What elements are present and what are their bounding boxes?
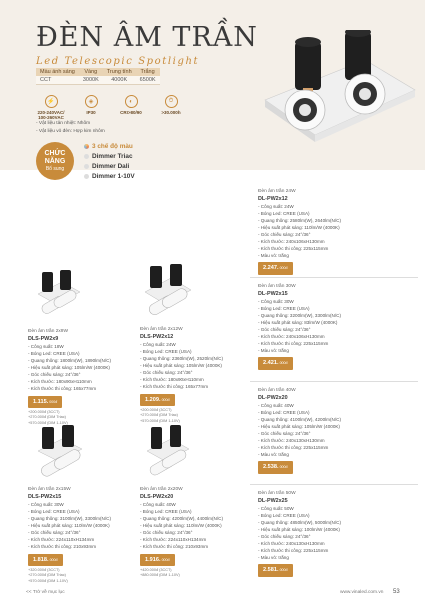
product-code: DL-PW2x12 <box>258 196 288 203</box>
spec-line: - Kích thước: 240x130xH130mm <box>258 540 325 546</box>
note-line: - Vật liệu tản nhiệt: Nhôm <box>36 121 91 126</box>
spec-line: - Bóng Led: CREE (USA) <box>258 306 310 312</box>
functions-list <box>84 142 135 182</box>
product-image-dls-pw2x12 <box>143 264 193 324</box>
divider <box>250 381 418 382</box>
spec-line: - Kích thước thi công: 210x93mm <box>28 543 97 549</box>
price-badge: 1.115.000đ <box>28 396 62 408</box>
spec-line: - Kích thước: 240x130xH130mm <box>258 437 325 443</box>
option-line: +880.000đ (DIM 1-10V) <box>140 573 180 578</box>
spec-line: - Góc chiếu sáng: 24°/36° <box>28 529 81 535</box>
note-line: - Vật liệu vỏ đèn: Hợp kim nhôm <box>36 129 105 135</box>
spec-line: - Góc chiếu sáng: 24°/36° <box>140 529 193 535</box>
product-card-dl-pw2x25 <box>258 490 341 577</box>
spec-line: - Hiệu suất phát sáng: 105lm/W (4000K) <box>258 423 340 429</box>
color-mode-icon <box>84 144 89 149</box>
price-badge: 2.421.000đ <box>258 357 293 369</box>
spec-line: - Bóng Led: CREE (USA) <box>258 211 310 217</box>
spec-line: - Kích thước thi công: 225x115mm <box>258 245 329 251</box>
spec-line: - Bóng Led: CREE (USA) <box>28 351 80 357</box>
spec-line: - Công suất: 18W <box>28 344 64 350</box>
product-image-dls-pw2x9 <box>36 270 82 322</box>
spec-line: - Công suất: 30W <box>258 299 294 305</box>
spec-line: - Quang thông: 1800lm(W), 1890lm(N/C) <box>28 358 111 364</box>
feature-cri <box>116 95 146 121</box>
spec-line: - Kích thước: 224x110xH134mm <box>28 536 95 542</box>
dimmer-icon <box>84 164 89 169</box>
table-cell: Màu ánh sáng <box>36 68 79 76</box>
table-cell: 3000K <box>79 76 103 85</box>
badge-line: NĂNG <box>44 157 66 165</box>
product-name: Đèn âm trần 2x20W <box>140 487 183 492</box>
price-badge: 2.538.000đ <box>258 461 293 473</box>
price-badge: 1.209.000đ <box>140 394 175 406</box>
spec-line: - Màu vỏ: trắng <box>258 554 289 560</box>
spec-line: - Màu vỏ: trắng <box>258 347 289 353</box>
spec-line: - Công suất: 40W <box>258 403 294 409</box>
price-badge: 2.247.000đ <box>258 262 293 274</box>
product-card-dl-pw2x12 <box>258 188 341 275</box>
feature-voltage <box>36 95 66 121</box>
option-line: +270.000đ (DIM Triac) <box>28 573 66 578</box>
spec-line: - Bóng Led: CREE (USA) <box>258 513 310 519</box>
spec-line: - Quang thông: 4850lm(W), 5000lm(N/C) <box>258 520 341 526</box>
spec-line: - Kích thước thi công: 225x115mm <box>258 340 329 346</box>
spec-line: - Quang thông: 4200lm(W), 4400lm(N/C) <box>140 516 223 522</box>
list-item: Dimmer Dali <box>84 162 135 172</box>
option-prices <box>28 568 111 585</box>
table-cell: CCT <box>36 76 79 85</box>
spec-line: - Kích thước: 240x106xH130mm <box>258 238 325 244</box>
dimmer-icon <box>84 174 89 179</box>
spec-line: - Kích thước: 240x106xH130mm <box>258 333 325 339</box>
option-line: +570.000đ (DIM 1-10V) <box>28 420 68 425</box>
lifetime-icon: ⏱ <box>165 95 178 108</box>
list-item: Dimmer Triac <box>84 152 135 162</box>
feature-label: IP30 <box>86 110 96 115</box>
price-badge: 2.581.000đ <box>258 564 293 576</box>
spec-line: - Bóng Led: CREE (USA) <box>140 349 192 355</box>
back-to-contents-link[interactable]: << Trở về mục lục <box>26 590 65 595</box>
option-line: +270.000đ (DIM Triac) <box>140 413 178 418</box>
option-line: +200.000đ (3CCT) <box>28 409 60 414</box>
spec-line: - Góc chiếu sáng: 24°/36° <box>258 326 311 332</box>
feature-ip <box>76 95 106 121</box>
option-prices <box>140 568 223 579</box>
spec-line: - Kích thước thi công: 165x77mm <box>28 385 97 391</box>
product-image-dls-pw2x20 <box>145 425 191 483</box>
table-header-row <box>36 68 160 76</box>
spec-line: - Hiệu suất phát sáng: 105lm/W (4000K) <box>140 362 222 368</box>
spec-line: - Góc chiếu sáng: 24°/36° <box>258 231 311 237</box>
material-notes <box>36 120 105 136</box>
spec-line: - Góc chiếu sáng: 24°/36° <box>140 369 193 375</box>
spec-line: - Màu vỏ: trắng <box>258 252 289 258</box>
badge-line: CHỨC <box>44 149 66 157</box>
spec-line: - Công suất: 40W <box>140 502 176 508</box>
voltage-icon: ⚡ <box>45 95 58 108</box>
ip-icon: ◈ <box>85 95 98 108</box>
spec-line: - Hiệu suất phát sáng: 83lm/W (4000K) <box>258 319 338 325</box>
product-code: DLS-PW2x12 <box>140 334 174 341</box>
spec-line: - Công suất: 50W <box>258 506 294 512</box>
feature-label: CRI>80/90 <box>120 110 142 115</box>
spec-line: - Bóng Led: CREE (USA) <box>140 509 192 515</box>
spec-line: - Kích thước thi công: 225x115mm <box>258 547 329 553</box>
option-prices <box>28 410 111 427</box>
spec-line: - Kích thước thi công: 165x77mm <box>140 383 209 389</box>
product-card-dls-pw2x15 <box>28 486 111 584</box>
table-cell: Trung tính <box>103 68 136 76</box>
product-code: DL-PW2x15 <box>258 291 288 298</box>
color-temperature-table <box>36 68 160 85</box>
table-cell: 6500K <box>136 76 160 85</box>
spec-line: - Hiệu suất phát sáng: 110lm/W (4000K) <box>140 522 222 528</box>
hero-product-image <box>255 30 420 170</box>
dimmer-icon <box>84 154 89 159</box>
spec-line: - Góc chiếu sáng: 24°/36° <box>258 430 311 436</box>
option-line: +570.000đ (DIM 1-10V) <box>140 418 180 423</box>
spec-line: - Kích thước thi công: 225x115mm <box>258 444 329 450</box>
product-name: Đèn âm trần 24W <box>258 189 296 194</box>
product-name: Đèn âm trần 40W <box>258 388 296 393</box>
page-title: ĐÈN ÂM TRẦN <box>36 22 258 53</box>
spec-line: - Hiệu suất phát sáng: 100lm/W (4000K) <box>258 526 340 532</box>
divider <box>250 484 418 485</box>
product-card-dls-pw2x9 <box>28 328 111 426</box>
spec-line: - Quang thông: 2360lm(W), 2520lm(N/C) <box>140 356 223 362</box>
product-name: Đèn âm trần 2x9W <box>28 329 68 334</box>
page-footer <box>0 588 425 600</box>
spec-line: - Màu vỏ: trắng <box>258 451 289 457</box>
table-row <box>36 76 160 85</box>
spec-line: - Hiệu suất phát sáng: 105lm/W (4000K) <box>28 364 110 370</box>
spec-line: - Quang thông: 3200lm(W), 3300lm(N/C) <box>258 313 341 319</box>
spec-line: - Góc chiếu sáng: 24°/36° <box>258 533 311 539</box>
option-line: +320.000đ (3CCT) <box>28 567 60 572</box>
product-card-dl-pw2x15 <box>258 283 341 370</box>
list-item: Dimmer 1-10V <box>84 172 135 182</box>
spec-line: - Quang thông: 3100lm(W), 3300lm(N/C) <box>28 516 111 522</box>
badge-sub: Bổ sung <box>45 166 65 173</box>
product-name: Đèn âm trần 2x12W <box>140 327 183 332</box>
product-name: Đèn âm trần 50W <box>258 491 296 496</box>
spec-line: - Kích thước: 180x90xH110mm <box>140 376 204 382</box>
option-line: +420.000đ (3CCT) <box>140 567 172 572</box>
product-code: DLS-PW2x9 <box>28 336 59 343</box>
option-line: +200.000đ (3CCT) <box>140 407 172 412</box>
spec-line: - Công suất: 30W <box>28 502 64 508</box>
spec-line: - Hiệu suất phát sáng: 110lm/W (4000K) <box>258 224 340 230</box>
spec-line: - Công suất: 24W <box>140 342 176 348</box>
product-card-dls-pw2x12 <box>140 326 223 424</box>
spec-line: - Kích thước: 224x110xH134mm <box>140 536 207 542</box>
option-line: +570.000đ (DIM 1-10V) <box>28 578 68 583</box>
spec-line: - Công suất: 24W <box>258 204 294 210</box>
page-subtitle: Led Telescopic Spotlight <box>36 56 200 67</box>
product-code: DL-PW2x20 <box>258 395 288 402</box>
product-image-dls-pw2x15 <box>36 425 84 485</box>
spec-line: - Kích thước thi công: 210x93mm <box>140 543 209 549</box>
option-line: +270.000đ (DIM Triac) <box>28 415 66 420</box>
table-cell: Trắng <box>136 68 160 76</box>
feature-label: 220-240VAC/ 100-260VAC <box>37 110 65 121</box>
list-item: 3 chế độ màu <box>84 142 135 152</box>
product-card-dls-pw2x20 <box>140 486 223 579</box>
product-name: Đèn âm trần 2x15W <box>28 487 71 492</box>
product-name: Đèn âm trần 30W <box>258 284 296 289</box>
spec-line: - Quang thông: 4100lm(W), 4200lm(N/C) <box>258 417 341 423</box>
functions-block <box>36 142 156 192</box>
table-cell: Vàng <box>79 68 103 76</box>
spec-line: - Quang thông: 2580lm(W), 2640lm(N/C) <box>258 218 341 224</box>
spec-line: - Góc chiếu sáng: 24°/36° <box>28 371 81 377</box>
table-cell: 4000K <box>103 76 136 85</box>
spec-line: - Kích thước: 180x90xH110mm <box>28 378 92 384</box>
price-badge: 1.916.000đ <box>140 554 175 566</box>
product-code: DLS-PW2x15 <box>28 494 62 501</box>
price-badge: 1.818.000đ <box>28 554 63 566</box>
product-code: DLS-PW2x20 <box>140 494 174 501</box>
product-card-dl-pw2x20 <box>258 387 341 474</box>
divider <box>250 277 418 278</box>
spec-line: - Bóng Led: CREE (USA) <box>258 410 310 416</box>
feature-icons <box>36 95 186 121</box>
spec-line: - Hiệu suất phát sáng: 110lm/W (4000K) <box>28 522 110 528</box>
feature-lifetime <box>156 95 186 121</box>
product-code: DL-PW2x25 <box>258 498 288 505</box>
functions-badge <box>36 142 74 180</box>
cri-icon: ◐ <box>125 95 138 108</box>
website-url[interactable]: www.vinaled.com.vn <box>340 590 384 595</box>
option-prices <box>140 408 223 425</box>
page-number: 53 <box>393 589 400 595</box>
feature-label: >30.000h <box>161 110 181 115</box>
spec-line: - Bóng Led: CREE (USA) <box>28 509 80 515</box>
